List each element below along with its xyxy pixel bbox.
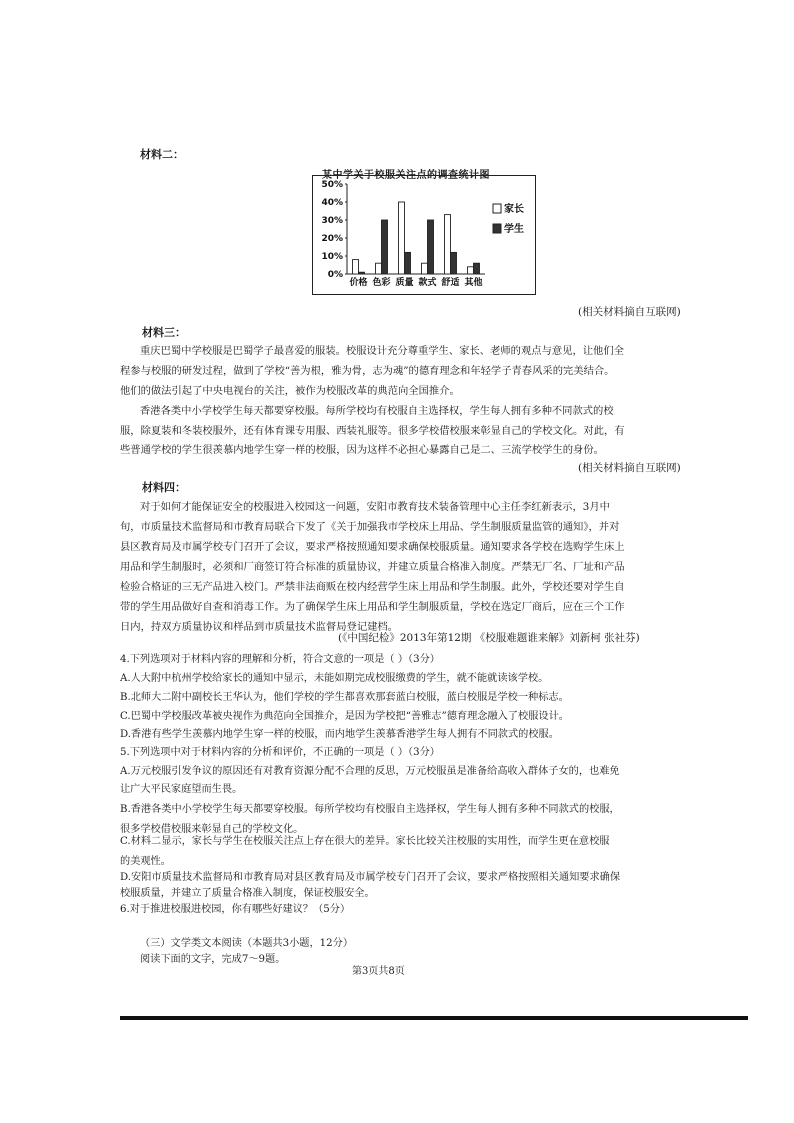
question-4-option-d: D.香港有些学生羡慕内地学生穿一样的校服，而内地学生羡慕香港学生每人拥有不同款式的校服。 [120, 729, 559, 740]
question-4-option-a: A.人大附中杭州学校给家长的通知中显示，未能如期完成校服缴费的学生，就不能就读该学校。 [120, 673, 549, 684]
source-material3: (相关材料摘自互联网) [578, 462, 681, 474]
question-4-stem: 4.下列选项对于材料内容的理解和分析，符合文意的一项是（ ）（3分） [120, 654, 440, 665]
question-6-stem: 6.对于推进校服进校园，你有哪些好建议？（5分） [120, 904, 351, 915]
page-number: 第3页共8页 [352, 966, 405, 977]
bar-家长-质量 [399, 202, 405, 274]
question-5-option-a-cont: 让广大平民家庭望而生畏。 [120, 784, 243, 795]
x-tick-label: 款式 [418, 278, 437, 288]
y-tick-label: 20% [321, 234, 343, 244]
legend-swatch-学生 [493, 224, 501, 233]
material3-line: 香港各类中小学校学生每天都要穿校服。每所学校均有校服自主选择权，学生每人拥有多种不同款式的校 [140, 405, 614, 417]
x-tick-label: 质量 [395, 278, 414, 288]
material4-line: 县区教育局及市属学校专门召开了会议，要求严格按照通知要求确保校服质量。通知要求各学校在选购学生床上 [120, 541, 625, 553]
material4-line: 日内，持双方质量协议和样品到市质量技术监督局登记建档。 [120, 621, 399, 633]
y-tick-label: 40% [321, 198, 343, 208]
material4-line: 对于如何才能保证安全的校服进入校园这一问题，安阳市教育技术装备管理中心主任李红新表示，3月中 [140, 501, 610, 513]
bar-chart [313, 176, 535, 294]
question-5-stem: 5.下列选项中对于材料内容的分析和评价，不正确的一项是（ ）（3分） [120, 747, 440, 758]
y-tick-label: 50% [321, 180, 343, 190]
material3-line: 他们的做法引起了中央电视台的关注，被作为校服改革的典范向全国推介。 [120, 385, 460, 397]
x-tick-label: 价格 [349, 278, 368, 288]
bar-学生-价格 [359, 272, 365, 274]
material3-line: 服，除夏装和冬装校服外，还有体育课专用服、西装礼服等。很多学校借校服来彰显自己的学校文化。对此，有 [120, 425, 625, 437]
material3-line: 些普通学校的学生很羡慕内地学生穿一样的校服，因为这样不必担心暴露自己是二、三流学校学生的身份。 [120, 444, 604, 456]
question-5-option-a: A.万元校服引发争议的原因还有对教育资源分配不合理的反思，万元校服虽是准备给高收入群体子女的，也难免 [120, 766, 620, 777]
question-5-option-c: C.材料二显示，家长与学生在校服关注点上存在很大的差异。家长比较关注校服的实用性，而学生更在意校服 [120, 836, 610, 847]
y-tick-label: 10% [321, 252, 343, 262]
material4-label: 材料四： [142, 481, 186, 494]
bar-学生-质量 [405, 252, 411, 274]
x-tick-label: 舒适 [441, 278, 460, 288]
material4-line: 用品和学生制服时，必须和厂商签订符合标准的质量协议，并建立质量合格准入制度。严禁无厂名、厂址和产品 [120, 561, 625, 573]
y-tick-label: 0% [327, 270, 343, 280]
legend-label: 家长 [504, 204, 524, 215]
question-5-option-c-cont: 的美观性。 [120, 856, 171, 867]
chart-frame [312, 175, 536, 295]
legend-label: 学生 [504, 224, 524, 235]
section-3-instruction: 阅读下面的文字，完成7～9题。 [140, 954, 286, 965]
chart-title: 某中学关于校服关注点的调查统计图 [322, 170, 490, 181]
question-5-option-d: D.安阳市质量技术监督局和市教育局对县区教育局及市属学校专门召开了会议，要求严格按照相关通知要求确保 [120, 872, 621, 883]
material4-line: 带的学生用品做好自查和消毒工作。为了确保学生床上用品和学生制服质量，学校在选定厂商后，应在三个工作 [120, 601, 625, 613]
question-4-option-c: C.巴蜀中学校服改革被央视作为典范向全国推介，是因为学校把“善雅志”德育理念融入了校服设计。 [120, 711, 569, 722]
question-4-option-b: B.北师大二附中副校长王华认为，他们学校的学生都喜欢那套蓝白校服，蓝白校服是学校一种标志。 [120, 692, 569, 703]
question-5-option-b: B.香港各类中小学校学生每天都要穿校服。每所学校均有校服自主选择权，学生每人拥有多种不同款式的校服， [120, 804, 620, 815]
material3-label: 材料三： [142, 326, 186, 339]
section-3-title: （三）文学类文本阅读（本题共3小题，12分） [140, 938, 354, 949]
source-material2: (相关材料摘自互联网) [578, 306, 681, 318]
bar-家长-价格 [353, 260, 359, 274]
bar-家长-款式 [422, 263, 428, 274]
legend-swatch-家长 [493, 204, 501, 213]
question-5-option-d-cont: 校服质量，并建立了质量合格准入制度，保证校服安全。 [120, 888, 375, 899]
bar-学生-其他 [474, 263, 480, 274]
bar-家长-舒适 [445, 215, 451, 274]
bar-家长-其他 [468, 267, 474, 274]
source-material4: (《中国纪检》2013年第12期 《校服难题谁来解》刘新柯 张社芬) [338, 632, 640, 644]
y-tick-label: 30% [321, 216, 343, 226]
material3-line: 程参与校服的研发过程，做到了学校“善为根，雅为骨，志为魂”的德育理念和年轻学子青春风采的完美结合。 [120, 365, 615, 377]
material4-line: 旬，市质量技术监督局和市教育局联合下发了《关于加强我市学校床上用品、学生制服质量监管的通知》，并对 [120, 521, 620, 533]
material3-line: 重庆巴蜀中学校服是巴蜀学子最喜爱的服装。校服设计充分尊重学生、家长、老师的观点与意见，让他们全 [140, 345, 624, 357]
bottom-divider [120, 1016, 748, 1020]
material2-label: 材料二： [140, 148, 184, 161]
x-tick-label: 其他 [464, 278, 483, 288]
x-tick-label: 色彩 [372, 278, 391, 288]
bar-学生-色彩 [382, 220, 388, 274]
bar-学生-舒适 [451, 252, 457, 274]
bar-家长-色彩 [376, 263, 382, 274]
question-5-option-b-cont: 很多学校借校服来彰显自己的学校文化。 [120, 824, 304, 835]
bar-学生-款式 [428, 220, 434, 274]
material4-line: 检验合格证的三无产品进入校门。严禁非法商贩在校内经营学生床上用品和学生制服。此外，学校还要对学生自 [120, 581, 625, 593]
